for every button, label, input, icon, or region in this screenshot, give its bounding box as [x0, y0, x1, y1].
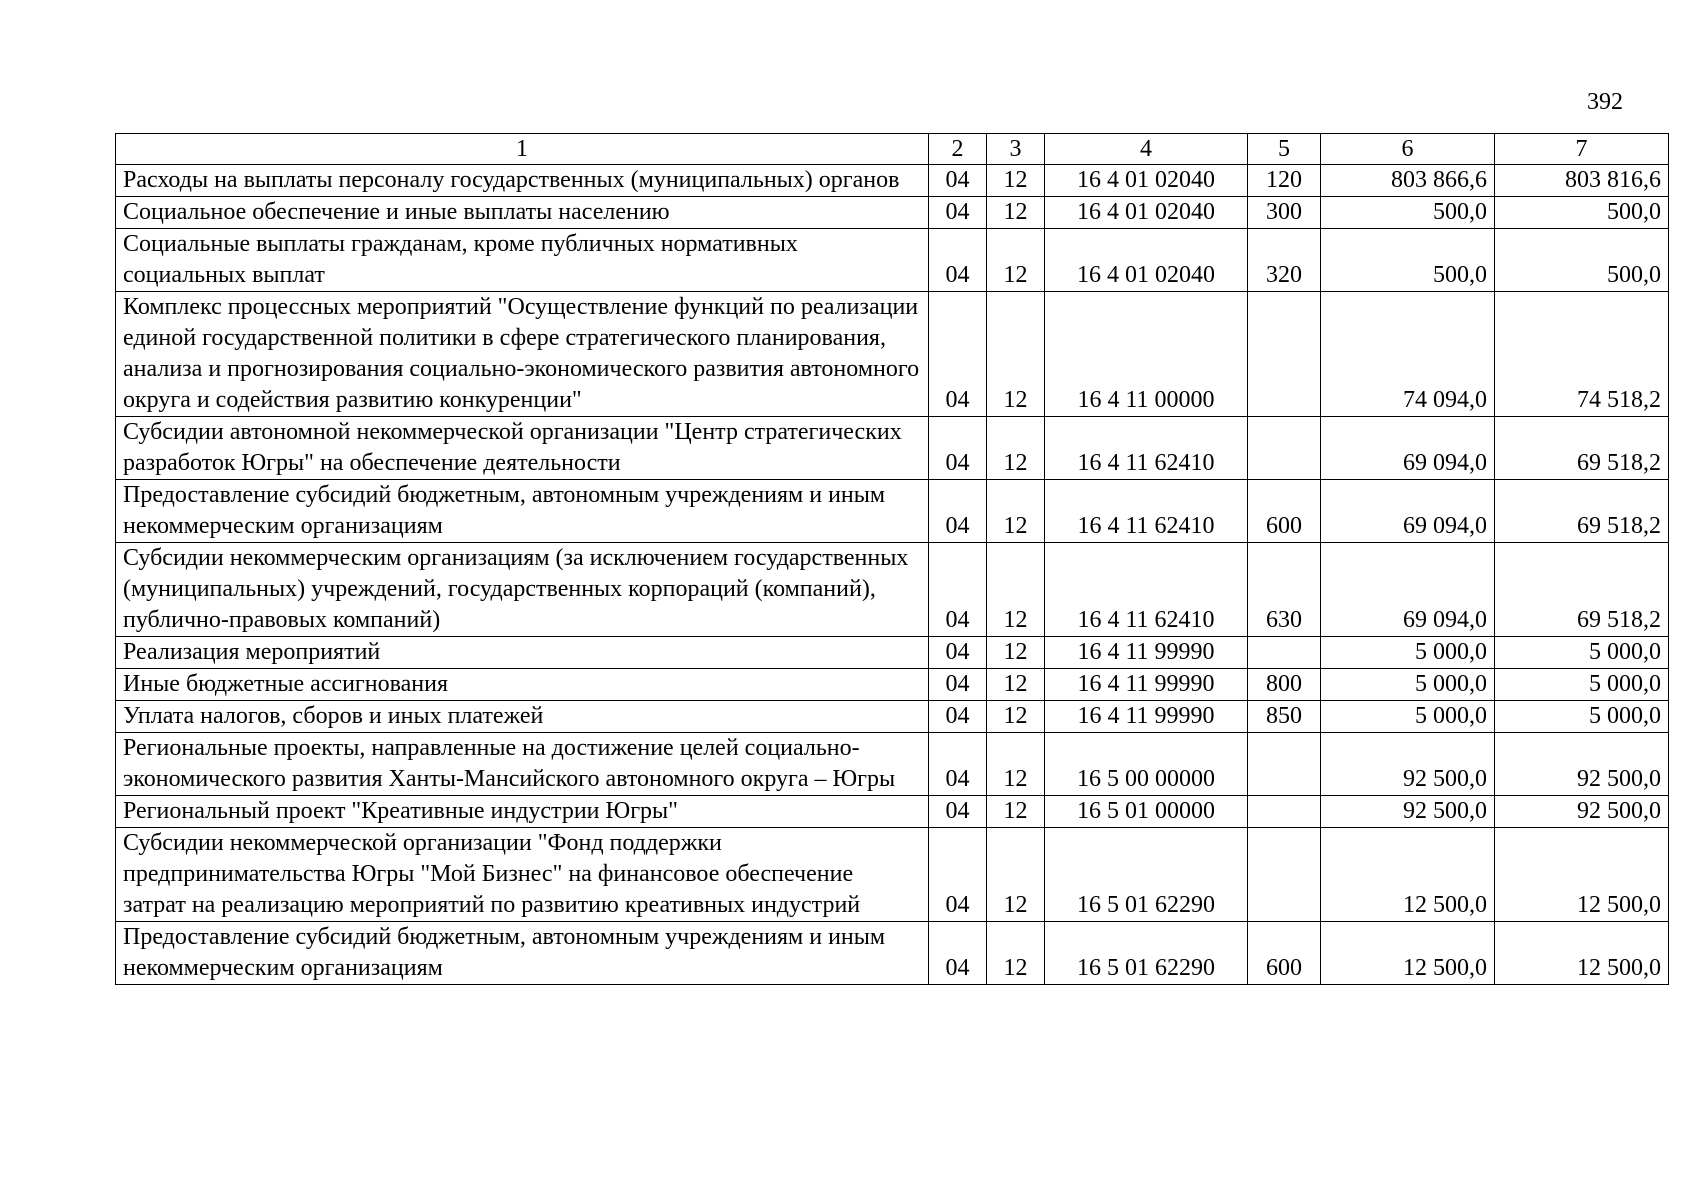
row-pr: 12	[987, 701, 1045, 733]
header-row	[116, 134, 1669, 165]
row-name: Социальные выплаты гражданам, кроме публичных нормативных социальных выплат	[116, 229, 929, 292]
row-sum-2: 92 500,0	[1495, 796, 1669, 828]
row-rz: 04	[929, 197, 987, 229]
row-csr: 16 5 01 00000	[1045, 796, 1248, 828]
row-csr: 16 4 11 62410	[1045, 543, 1248, 637]
row-rz: 04	[929, 922, 987, 985]
row-sum-1: 12 500,0	[1321, 828, 1495, 922]
row-name: Региональный проект "Креативные индустрии Югры"	[116, 796, 929, 828]
header-cell: 3	[987, 134, 1045, 165]
row-vr: 600	[1248, 922, 1321, 985]
table-row	[116, 701, 1669, 733]
row-pr: 12	[987, 669, 1045, 701]
row-csr: 16 4 11 99990	[1045, 701, 1248, 733]
header-cell: 2	[929, 134, 987, 165]
row-sum-2: 500,0	[1495, 197, 1669, 229]
row-sum-1: 69 094,0	[1321, 417, 1495, 480]
row-pr: 12	[987, 922, 1045, 985]
header-cell: 7	[1495, 134, 1669, 165]
row-pr: 12	[987, 637, 1045, 669]
row-rz: 04	[929, 828, 987, 922]
row-pr: 12	[987, 229, 1045, 292]
row-name: Субсидии некоммерческим организациям (за исключением государственных (муниципальных) учреждений, государственных корпораций (компаний), публично-правовых компаний)	[116, 543, 929, 637]
row-rz: 04	[929, 733, 987, 796]
table-row	[116, 229, 1669, 292]
row-csr: 16 4 11 00000	[1045, 292, 1248, 417]
row-rz: 04	[929, 637, 987, 669]
row-vr	[1248, 637, 1321, 669]
row-sum-2: 5 000,0	[1495, 669, 1669, 701]
row-sum-2: 12 500,0	[1495, 922, 1669, 985]
row-rz: 04	[929, 292, 987, 417]
row-name: Комплекс процессных мероприятий "Осуществление функций по реализации единой государственной политики в сфере стратегического планирования, анализа и прогнозирования социально-экономического развития автономного округа и содействия развитию конкуренции"	[116, 292, 929, 417]
row-rz: 04	[929, 229, 987, 292]
row-pr: 12	[987, 733, 1045, 796]
row-pr: 12	[987, 796, 1045, 828]
row-rz: 04	[929, 165, 987, 197]
row-name: Иные бюджетные ассигнования	[116, 669, 929, 701]
row-sum-1: 92 500,0	[1321, 796, 1495, 828]
row-sum-1: 12 500,0	[1321, 922, 1495, 985]
row-sum-1: 69 094,0	[1321, 480, 1495, 543]
row-name: Социальное обеспечение и иные выплаты населению	[116, 197, 929, 229]
budget-table	[115, 133, 1669, 985]
row-name: Субсидии некоммерческой организации "Фонд поддержки предпринимательства Югры "Мой Бизнес" на финансовое обеспечение затрат на реализацию мероприятий по развитию креативных индустрий	[116, 828, 929, 922]
row-vr: 120	[1248, 165, 1321, 197]
row-vr	[1248, 733, 1321, 796]
row-sum-2: 5 000,0	[1495, 701, 1669, 733]
row-name: Субсидии автономной некоммерческой организации "Центр стратегических разработок Югры" на обеспечение деятельности	[116, 417, 929, 480]
row-sum-1: 69 094,0	[1321, 543, 1495, 637]
row-vr: 600	[1248, 480, 1321, 543]
row-pr: 12	[987, 417, 1045, 480]
table-row	[116, 669, 1669, 701]
row-sum-1: 5 000,0	[1321, 637, 1495, 669]
row-csr: 16 4 01 02040	[1045, 229, 1248, 292]
row-name: Расходы на выплаты персоналу государственных (муниципальных) органов	[116, 165, 929, 197]
row-sum-1: 500,0	[1321, 229, 1495, 292]
row-pr: 12	[987, 292, 1045, 417]
row-name: Предоставление субсидий бюджетным, автономным учреждениям и иным некоммерческим организациям	[116, 922, 929, 985]
row-csr: 16 4 11 99990	[1045, 637, 1248, 669]
row-sum-2: 69 518,2	[1495, 417, 1669, 480]
row-vr	[1248, 292, 1321, 417]
table-row	[116, 733, 1669, 796]
row-pr: 12	[987, 197, 1045, 229]
table-row	[116, 197, 1669, 229]
row-sum-2: 92 500,0	[1495, 733, 1669, 796]
row-pr: 12	[987, 480, 1045, 543]
row-sum-2: 69 518,2	[1495, 543, 1669, 637]
row-name: Реализация мероприятий	[116, 637, 929, 669]
table-row	[116, 165, 1669, 197]
table-row	[116, 637, 1669, 669]
row-rz: 04	[929, 669, 987, 701]
row-csr: 16 5 01 62290	[1045, 922, 1248, 985]
row-vr: 630	[1248, 543, 1321, 637]
row-pr: 12	[987, 828, 1045, 922]
table-row	[116, 480, 1669, 543]
row-rz: 04	[929, 417, 987, 480]
table-row	[116, 417, 1669, 480]
row-sum-1: 5 000,0	[1321, 669, 1495, 701]
header-cell: 4	[1045, 134, 1248, 165]
row-sum-2: 500,0	[1495, 229, 1669, 292]
row-sum-2: 74 518,2	[1495, 292, 1669, 417]
row-sum-1: 500,0	[1321, 197, 1495, 229]
row-csr: 16 5 01 62290	[1045, 828, 1248, 922]
row-vr: 320	[1248, 229, 1321, 292]
row-csr: 16 4 01 02040	[1045, 165, 1248, 197]
row-rz: 04	[929, 480, 987, 543]
row-name: Предоставление субсидий бюджетным, автономным учреждениям и иным некоммерческим организациям	[116, 480, 929, 543]
header-cell: 5	[1248, 134, 1321, 165]
row-sum-2: 803 816,6	[1495, 165, 1669, 197]
table-row	[116, 796, 1669, 828]
row-csr: 16 4 01 02040	[1045, 197, 1248, 229]
row-sum-2: 69 518,2	[1495, 480, 1669, 543]
row-name: Региональные проекты, направленные на достижение целей социально-экономического развития Ханты-Мансийского автономного округа – Югры	[116, 733, 929, 796]
row-sum-1: 74 094,0	[1321, 292, 1495, 417]
row-sum-1: 5 000,0	[1321, 701, 1495, 733]
row-csr: 16 4 11 62410	[1045, 480, 1248, 543]
table-row	[116, 292, 1669, 417]
row-csr: 16 4 11 99990	[1045, 669, 1248, 701]
row-rz: 04	[929, 701, 987, 733]
row-vr: 800	[1248, 669, 1321, 701]
row-pr: 12	[987, 543, 1045, 637]
row-vr	[1248, 796, 1321, 828]
row-vr	[1248, 828, 1321, 922]
row-pr: 12	[987, 165, 1045, 197]
row-sum-2: 5 000,0	[1495, 637, 1669, 669]
table-row	[116, 922, 1669, 985]
row-csr: 16 4 11 62410	[1045, 417, 1248, 480]
page-number: 392	[1587, 89, 1623, 115]
row-sum-2: 12 500,0	[1495, 828, 1669, 922]
header-cell: 6	[1321, 134, 1495, 165]
row-name: Уплата налогов, сборов и иных платежей	[116, 701, 929, 733]
row-vr	[1248, 417, 1321, 480]
row-rz: 04	[929, 796, 987, 828]
table-row	[116, 543, 1669, 637]
row-sum-1: 92 500,0	[1321, 733, 1495, 796]
row-rz: 04	[929, 543, 987, 637]
row-sum-1: 803 866,6	[1321, 165, 1495, 197]
row-csr: 16 5 00 00000	[1045, 733, 1248, 796]
row-vr: 850	[1248, 701, 1321, 733]
header-cell: 1	[116, 134, 929, 165]
row-vr: 300	[1248, 197, 1321, 229]
table-row	[116, 828, 1669, 922]
